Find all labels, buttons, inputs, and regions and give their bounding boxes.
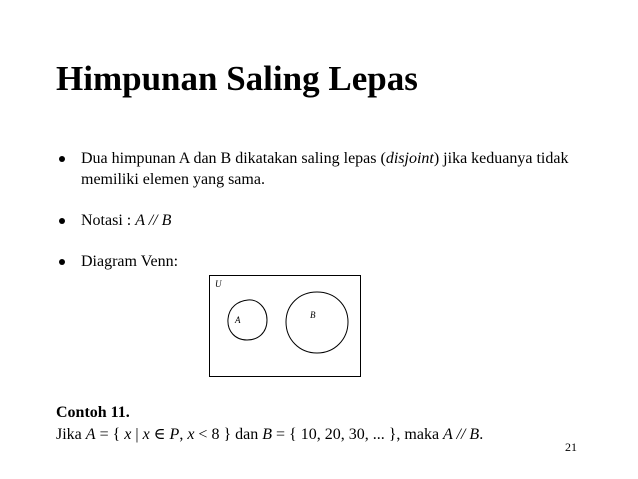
definition-text-start: Dua himpunan A dan B dikatakan saling lepas ( [81,150,386,167]
page-number: 21 [565,440,577,454]
variable-x: x [187,426,195,443]
example-text: , [179,426,188,443]
notation-symbol: A // B [135,212,172,229]
bullet-notation [56,210,616,231]
example-block [56,402,483,446]
universe-rectangle [210,276,361,377]
element-of-symbol: ∈ [149,426,170,443]
definition-text-end: ) jika keduanya tidak memiliki elemen yang sama. [81,150,569,188]
example-text: = { [95,426,125,443]
set-p-symbol: P [169,426,180,443]
venn-diagram [209,275,361,377]
set-b-symbol: B [262,426,273,443]
disjoint-term: disjoint [385,150,434,167]
bullet-icon [59,156,65,162]
example-text: . [479,426,484,443]
variable-x: x [124,426,132,443]
set-b-label: B [310,310,316,320]
bullet-icon [59,218,65,224]
bullet-disjoint-definition [56,148,616,190]
bullet-list [56,148,616,272]
set-a-symbol: A [85,426,96,443]
example-text: Jika [56,426,86,443]
universe-label: U [215,279,222,289]
disjoint-relation: A // B [443,426,480,443]
example-text: | [131,426,143,443]
slide-title: Himpunan Saling Lepas [56,59,418,98]
set-a-label: A [235,315,241,325]
bullet-venn-diagram [56,251,616,272]
bullet-icon [59,259,65,265]
example-text: < 8 } dan [194,426,263,443]
variable-x: x [142,426,150,443]
venn-label: Diagram Venn: [81,253,179,270]
example-text: = { 10, 20, 30, ... }, maka [272,426,444,443]
notation-label: Notasi : [81,212,136,229]
example-statement [56,424,483,446]
example-title: Contoh 11. [56,404,130,421]
